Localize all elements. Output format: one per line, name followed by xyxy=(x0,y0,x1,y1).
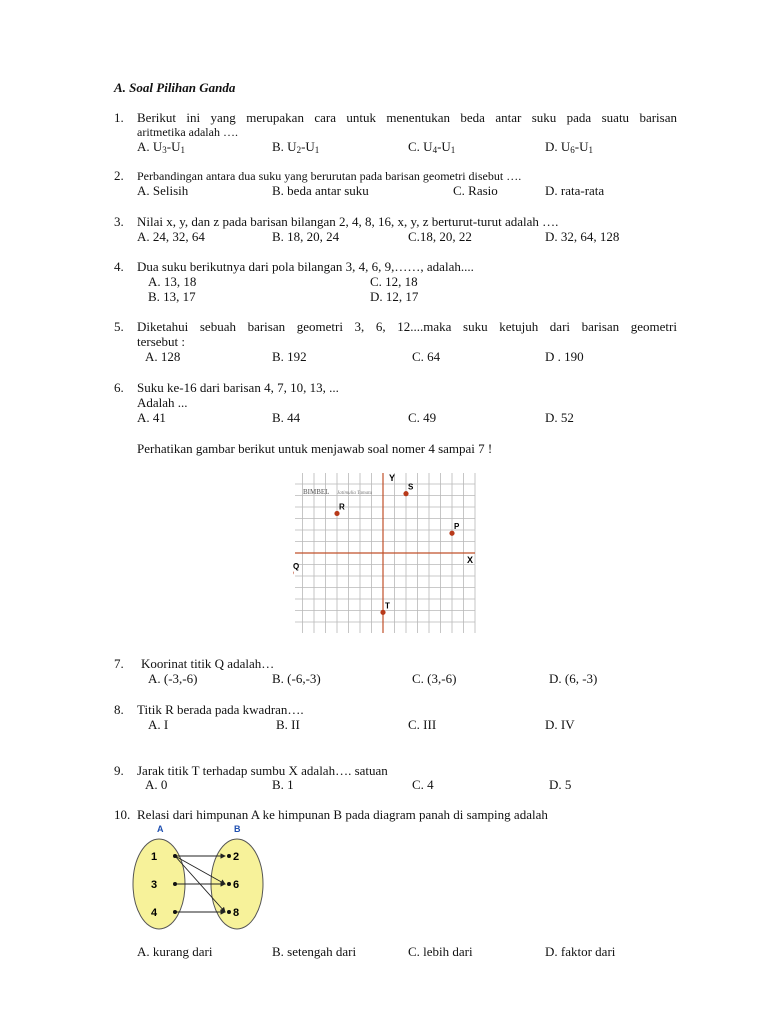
member-dot-a-3 xyxy=(173,882,177,886)
member-label-a-1: 1 xyxy=(151,851,158,863)
q1-line2: aritmetika adalah …. xyxy=(137,125,238,139)
q2-option-a: A. Selisih xyxy=(137,183,189,198)
q3-option-b: B. 18, 20, 24 xyxy=(272,229,340,244)
x-axis-label: X xyxy=(467,555,474,565)
q1-option-b: B. $U_2-U_1$ xyxy=(272,139,320,155)
point-label-s: S xyxy=(408,482,414,492)
q5-number: 5. xyxy=(114,319,124,334)
q2-text: Perbandingan antara dua suku yang berurutan pada barisan geometri disebut …. xyxy=(137,169,522,183)
q4-option-d: D. 12, 17 xyxy=(370,289,419,304)
q5-option-b: B. 192 xyxy=(272,349,307,364)
point-label-p: P xyxy=(454,522,460,532)
q8-option-c: C. III xyxy=(408,717,437,732)
q10-text: Relasi dari himpunan A ke himpunan B pada diagram panah di samping adalah xyxy=(137,807,548,822)
q1-option-c: C. $U_4-U_1$ xyxy=(408,139,456,155)
q8-number: 8. xyxy=(114,702,124,717)
q5-option-d: D . 190 xyxy=(545,349,584,364)
set-a-label: A xyxy=(157,824,164,834)
q1-line1: Berikut ini yang merupakan cara untuk menentukan beda antar suku pada suatu barisan xyxy=(137,110,677,125)
y-axis-label: Y xyxy=(389,473,396,483)
point-label-q: Q xyxy=(293,561,300,571)
point-label-r: R xyxy=(339,502,345,512)
point-s xyxy=(403,491,408,496)
set-b-label: B xyxy=(234,824,241,834)
member-label-a-3: 3 xyxy=(151,879,158,891)
instruction-text: Perhatikan gambar berikut untuk menjawab soal nomer 4 sampai 7 ! xyxy=(137,441,493,456)
q1-option-a: A. $U_3-U_1$ xyxy=(137,139,185,155)
q9-option-d: D. 5 xyxy=(549,777,572,792)
q7-option-c: C. (3,-6) xyxy=(412,671,457,686)
q4-text: Dua suku berikutnya dari pola bilangan 3, 4, 6, 9,……, adalah.... xyxy=(137,259,474,274)
member-dot-a-4 xyxy=(173,910,177,914)
q6-option-a: A. 41 xyxy=(137,410,166,425)
arrow-diagram xyxy=(129,822,274,930)
arrow-diagram-svg xyxy=(129,822,274,930)
q6-number: 6. xyxy=(114,380,124,395)
point-t xyxy=(380,610,385,615)
q6-option-c: C. 49 xyxy=(408,410,437,425)
q9-option-a: A. 0 xyxy=(145,777,168,792)
q7-option-b: B. (-6,-3) xyxy=(272,671,321,686)
q3-option-a: A. 24, 32, 64 xyxy=(137,229,205,244)
watermark-subtext: Jatimulia Tamatu xyxy=(337,491,372,496)
watermark-logo: BIMBEL xyxy=(303,488,330,496)
q4-option-c: C. 12, 18 xyxy=(370,274,418,289)
q3-text: Nilai x, y, dan z pada barisan bilangan 2, 4, 8, 16, x, y, z berturut-turut adalah …. xyxy=(137,214,559,229)
q8-option-a: A. I xyxy=(148,717,169,732)
q9-option-b: B. 1 xyxy=(272,777,294,792)
member-dot-b-2 xyxy=(227,854,231,858)
member-label-b-2: 2 xyxy=(233,851,240,863)
q3-number: 3. xyxy=(114,214,124,229)
q9-text: Jarak titik T terhadap sumbu X adalah…. satuan xyxy=(137,763,388,778)
q3-option-d: D. 32, 64, 128 xyxy=(545,229,620,244)
q2-option-b: B. beda antar suku xyxy=(272,183,369,198)
q5-option-a: A. 128 xyxy=(145,349,181,364)
q6-option-d: D. 52 xyxy=(545,410,574,425)
q9-option-c: C. 4 xyxy=(412,777,434,792)
q1-option-d: D. $U_6-U_1$ xyxy=(545,139,593,155)
point-p xyxy=(449,531,454,536)
section-title: A. Soal Pilihan Ganda xyxy=(114,80,236,95)
member-label-a-4: 4 xyxy=(151,907,158,919)
q6-line2: Adalah ... xyxy=(137,395,188,410)
q10-option-a: A. kurang dari xyxy=(137,944,213,959)
q7-text: Koorinat titik Q adalah… xyxy=(141,656,275,671)
q6-line1: Suku ke-16 dari barisan 4, 7, 10, 13, ... xyxy=(137,380,339,395)
q9-number: 9. xyxy=(114,763,124,778)
q4-option-b: B. 13, 17 xyxy=(148,289,196,304)
q2-option-d: D. rata-rata xyxy=(545,183,605,198)
point-label-t: T xyxy=(385,601,390,611)
q2-number: 2. xyxy=(114,168,124,183)
q10-option-c: C. lebih dari xyxy=(408,944,473,959)
member-dot-b-6 xyxy=(227,882,231,886)
coordinate-grid xyxy=(293,471,477,635)
q7-option-a: A. (-3,-6) xyxy=(148,671,198,686)
q5-line1: Diketahui sebuah barisan geometri 3, 6, 12....maka suku ketujuh dari barisan geometri xyxy=(137,319,677,334)
q10-option-d: D. faktor dari xyxy=(545,944,616,959)
member-dot-a-1 xyxy=(173,854,177,858)
point-r xyxy=(334,511,339,516)
q10-option-b: B. setengah dari xyxy=(272,944,357,959)
member-label-b-8: 8 xyxy=(233,907,240,919)
q8-text: Titik R berada pada kwadran…. xyxy=(137,702,304,717)
q5-line2: tersebut : xyxy=(137,334,186,349)
q10-number: 10. xyxy=(114,807,131,822)
q7-number: 7. xyxy=(114,656,124,671)
q8-option-d: D. IV xyxy=(545,717,575,732)
member-dot-b-8 xyxy=(227,910,231,914)
q7-option-d: D. (6, -3) xyxy=(549,671,598,686)
q2-option-c: C. Rasio xyxy=(453,183,498,198)
q8-option-b: B. II xyxy=(276,717,300,732)
q6-option-b: B. 44 xyxy=(272,410,301,425)
q5-option-c: C. 64 xyxy=(412,349,441,364)
member-label-b-6: 6 xyxy=(233,879,240,891)
coordinate-graph xyxy=(293,471,477,635)
q4-option-a: A. 13, 18 xyxy=(148,274,197,289)
q3-option-c: C.18, 20, 22 xyxy=(408,229,472,244)
q4-number: 4. xyxy=(114,259,124,274)
q1-number: 1. xyxy=(114,110,124,125)
